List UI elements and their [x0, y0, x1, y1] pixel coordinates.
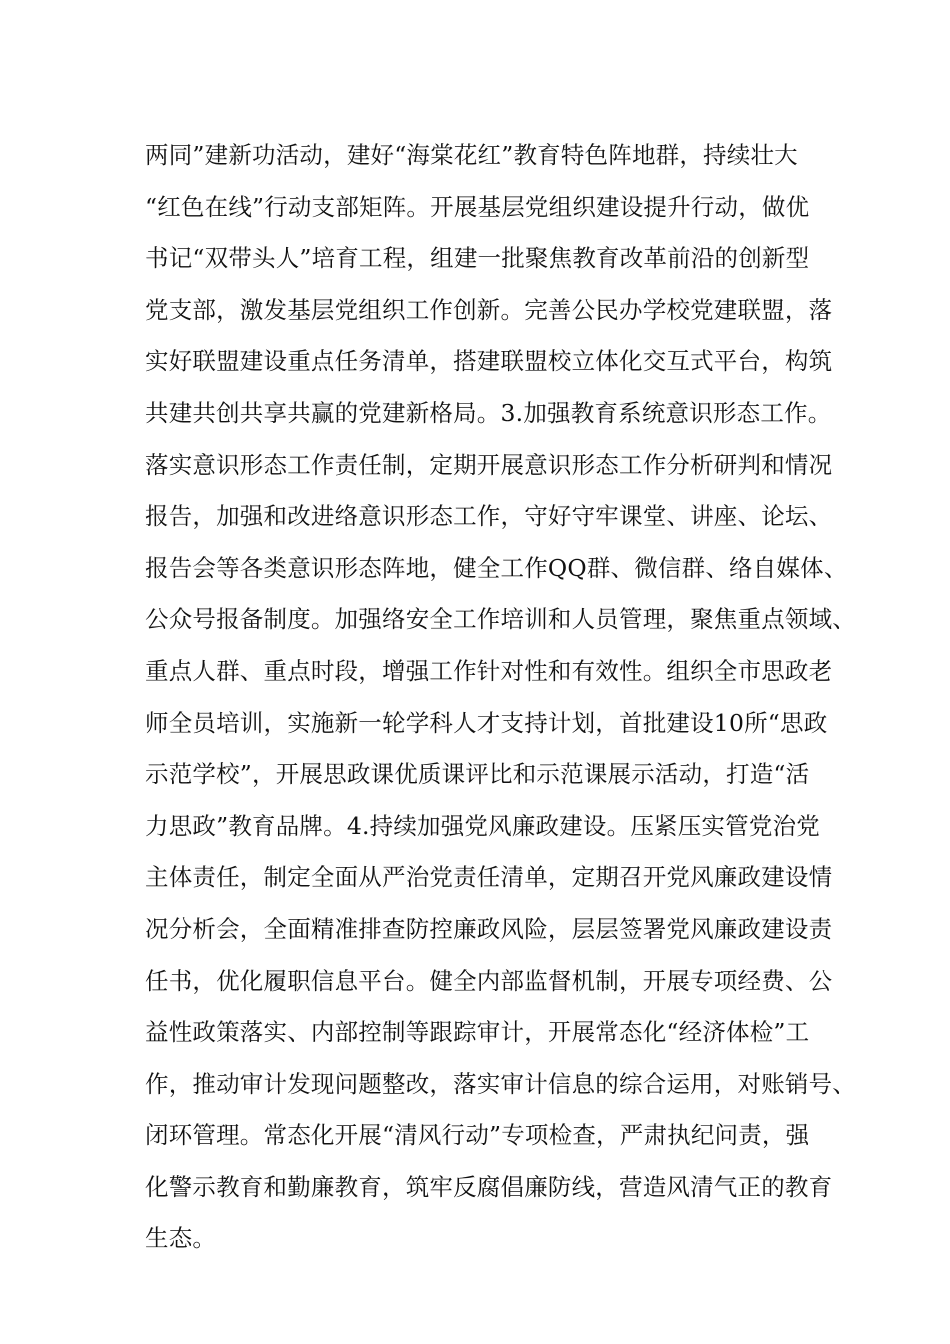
- text-line: 书记“双带头人”培育工程，组建一批聚焦教育改革前沿的创新型: [145, 244, 810, 273]
- text-line: 报告，加强和改进络意识形态工作，守好守牢课堂、讲座、论坛、: [145, 502, 833, 531]
- text-line: 作，推动审计发现问题整改，落实审计信息的综合运用，对账销号、: [145, 1069, 856, 1098]
- text-line: 化警示教育和勤廉教育，筑牢反腐倡廉防线，营造风清气正的教育: [145, 1172, 833, 1201]
- text-line: 生态。: [145, 1224, 217, 1253]
- text-line: 落实意识形态工作责任制，定期开展意识形态工作分析研判和情况: [145, 450, 833, 479]
- text-line: 师全员培训，实施新一轮学科人才支持计划，首批建设10所“思政: [145, 708, 828, 737]
- text-line: 共建共创共享共赢的党建新格局。3.加强教育系统意识形态工作。: [145, 398, 832, 427]
- text-line: 党支部，激发基层党组织工作创新。完善公民办学校党建联盟，落: [145, 295, 833, 324]
- text-line: 实好联盟建设重点任务清单，搭建联盟校立体化交互式平台，构筑: [145, 347, 833, 376]
- text-line: 重点人群、重点时段，增强工作针对性和有效性。组织全市思政老: [145, 656, 833, 685]
- text-line: 益性政策落实、内部控制等跟踪审计，开展常态化“经济体检”工: [145, 1018, 810, 1047]
- text-line: 闭环管理。常态化开展“清风行动”专项检查，严肃执纪问责，强: [145, 1121, 810, 1150]
- text-line: 主体责任，制定全面从严治党责任清单，定期召开党风廉政建设情: [145, 863, 833, 892]
- body-paragraph: [145, 130, 856, 1265]
- text-line: 公众号报备制度。加强络安全工作培训和人员管理，聚焦重点领域、: [145, 605, 856, 634]
- text-line: “红色在线”行动支部矩阵。开展基层党组织建设提升行动，做优: [145, 192, 810, 221]
- text-line: 任书，优化履职信息平台。健全内部监督机制，开展专项经费、公: [145, 966, 833, 995]
- text-line: 力思政”教育品牌。4.持续加强党风廉政建设。压紧压实管党治党: [145, 811, 820, 840]
- text-line: 示范学校”，开展思政课优质课评比和示范课展示活动，打造“活: [145, 760, 810, 789]
- text-line: 报告会等各类意识形态阵地，健全工作QQ群、微信群、络自媒体、: [145, 553, 848, 582]
- text-line: 况分析会，全面精准排查防控廉政风险，层层签署党风廉政建设责: [145, 914, 833, 943]
- text-line: 两同”建新功活动，建好“海棠花红”教育特色阵地群，持续壮大: [145, 141, 798, 169]
